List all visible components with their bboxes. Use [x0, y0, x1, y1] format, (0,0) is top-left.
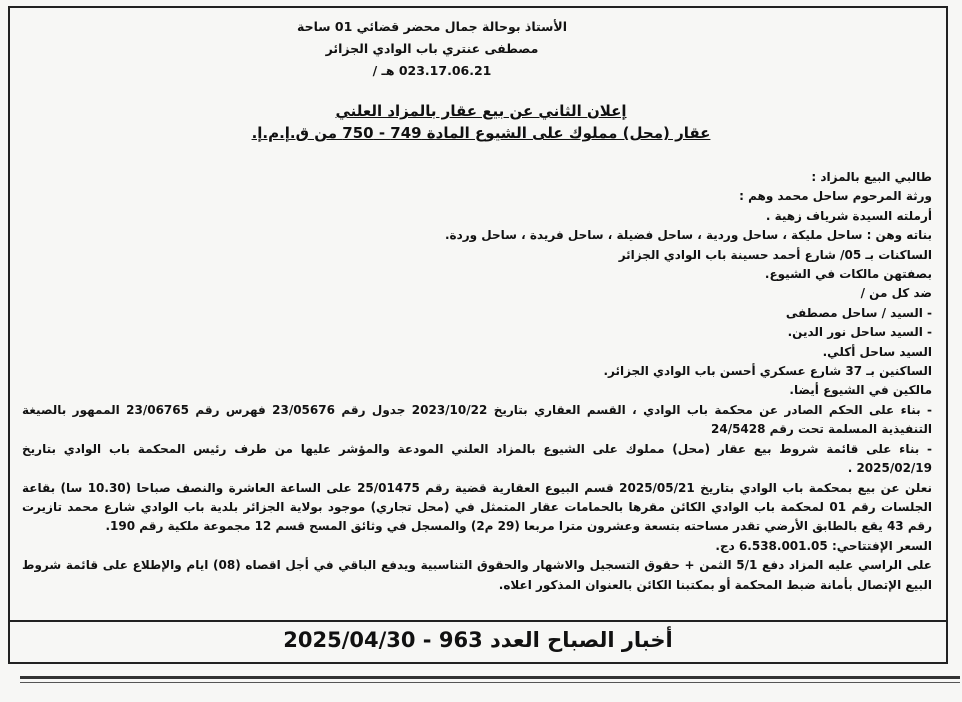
header-line-2: مصطفى عنتري باب الوادي الجزائر	[325, 41, 539, 56]
body-line: السيد ساحل أكلي.	[822, 344, 932, 359]
body-line: ورثة المرحوم ساحل محمد وهم :	[739, 189, 932, 204]
header-line-1: الأستاذ بوحالة جمال محضر قضائي 01 ساحة	[296, 19, 567, 34]
notice-subtitle: عقار (محل) مملوك على الشيوع المادة 749 - 750 من ق.إ.م.إ.	[251, 124, 711, 142]
bailiff-header	[262, 16, 602, 82]
body-line: - السيد ساحل نور الدين.	[787, 325, 932, 340]
body-line: - السيد / ساحل مصطفى	[785, 305, 932, 320]
body-line: مالكين في الشيوع أيضا.	[789, 383, 932, 398]
body-paragraph: - بناء على قائمة شروط بيع عقار (محل) مملوك على الشيوع بالمزاد العلني المودعة والمؤشر عليها من طرف رئيس المحكمة باب الوادي بتاريخ 2025/02/19 .	[22, 441, 932, 476]
body-line: طالبي البيع بالمزاد :	[811, 170, 932, 184]
notice-title: إعلان الثاني عن بيع عقار بالمزاد العلني	[335, 102, 627, 120]
footer-divider	[8, 620, 948, 622]
body-paragraph: نعلن عن بيع بمحكمة باب الوادي بتاريخ 2025/05/21 قسم البيوع العقارية قضية رقم 25/01475 على الساعة العاشرة والنصف صباحا (10.30 سا) بقاعة الجلسات رقم 01 لمحكمة باب الوادي الكائن مقرها بالحمامات عقار المتمثل في (محل تجاري) موجود بولاية الجزائر بلدية باب الوادي شارع محمد تازيرت رقم 43 يقع بالطابق الأرضي تقدر مساحته بتسعة وعشرون مترا مربعا (29 م2) والمسجل في وثائق المسح قسم 12 مجموعة ملكية رقم 190.	[22, 480, 932, 534]
notice-body	[22, 168, 932, 595]
body-line: ضد كل من /	[860, 286, 932, 301]
opening-price: السعر الإفتتاحي: 6.538.001.05 دج.	[715, 538, 932, 553]
body-paragraph: على الراسي عليه المزاد دفع 5/1 الثمن + حقوق التسجيل والاشهار والحقوق التناسبية ويدفع الباقي في أجل اقصاه (08) ايام والإطلاع على قائمة شروط البيع الإتصال بأمانة ضبط المحكمة أو بمكتبنا الكائن بالعنوان المذكور اعلاه.	[22, 558, 932, 592]
newspaper-footer: أخبار الصباح العدد 963 - 2025/04/30	[283, 628, 673, 652]
body-line: الساكنات بـ 05/ شارع أحمد حسينة باب الوادي الجزائر	[618, 247, 932, 262]
body-line: بناته وهن : ساحل مليكة ، ساحل وردية ، ساحل فضيلة ، ساحل فريدة ، ساحل وردة.	[444, 228, 932, 243]
bottom-rule-thick	[20, 676, 960, 679]
header-line-3: 023.17.06.21 هـ /	[372, 63, 492, 78]
bottom-rule-thin	[20, 682, 960, 683]
body-line: أرملته السيدة شرياف زهية .	[765, 208, 932, 223]
body-line: بصفتهن مالكات في الشيوع.	[764, 267, 932, 282]
body-line: الساكنين بـ 37 شارع عسكري أحسن باب الوادي الجزائر.	[603, 364, 932, 379]
body-paragraph: - بناء على الحكم الصادر عن محكمة باب الوادي ، القسم العقاري بتاريخ 2023/10/22 جدول رقم 23/05676 فهرس رقم 23/06765 الممهور بالصيغة التنفيذية المسلمة تحت رقم 24/5428	[22, 402, 932, 437]
